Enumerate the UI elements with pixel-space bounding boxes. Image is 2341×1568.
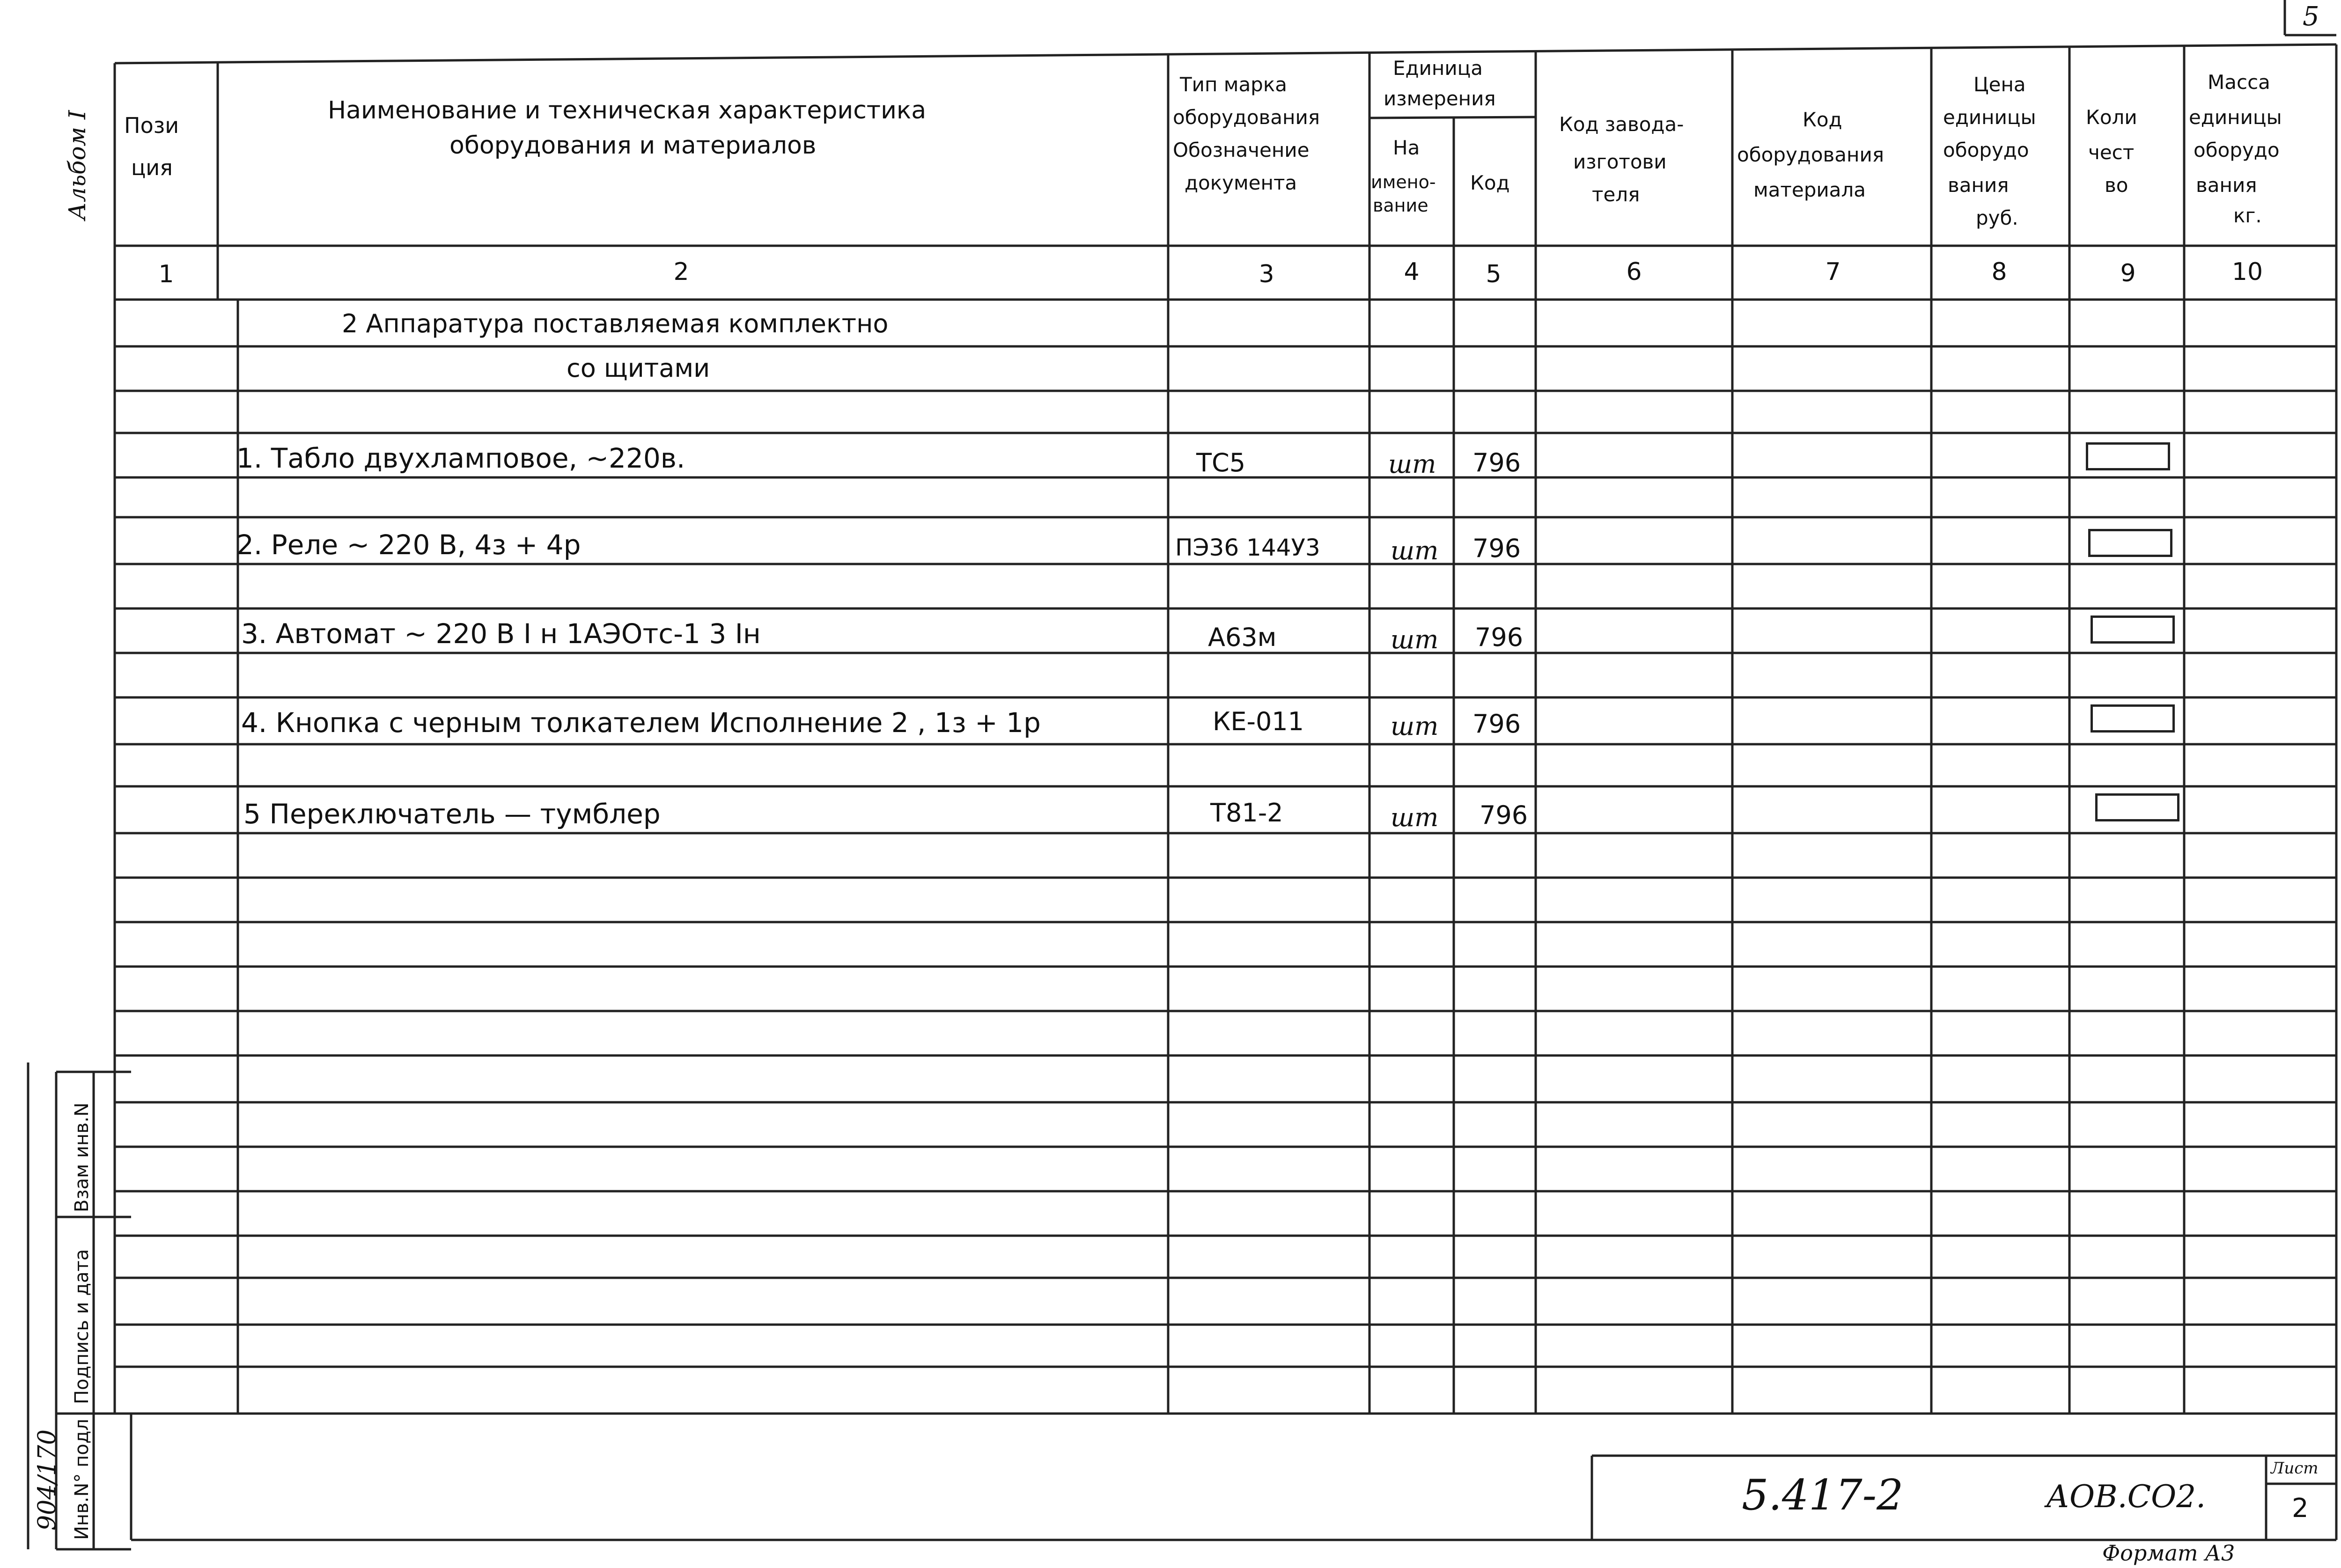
section-title-line2: со щитами <box>567 353 710 383</box>
header-col2-a: Наименование и техническая характеристика <box>328 96 927 125</box>
header-col7-a: Код <box>1803 108 1842 131</box>
header-col10-c: оборудо <box>2194 139 2280 161</box>
row-3-type: А63м <box>1208 623 1277 652</box>
header-col6-c: теля <box>1592 183 1640 206</box>
header-col10-b: единицы <box>2189 106 2282 129</box>
header-col10-d: вания <box>2196 174 2257 197</box>
header-col8-b: единицы <box>1943 106 2036 129</box>
row-1-name: 1. Табло двухламповое, ~220в. <box>236 442 685 474</box>
row-3-unit: шт <box>1391 625 1439 654</box>
format-label: Формат А3 <box>2102 1540 2235 1566</box>
header-unit-group-b: измерения <box>1384 87 1496 110</box>
col-number-4: 4 <box>1404 258 1420 286</box>
header-unit-group: Единица <box>1393 57 1483 80</box>
stamp-sign-date: Подпись и дата <box>71 1249 93 1404</box>
col-number-3: 3 <box>1259 260 1274 288</box>
album-label: Альбом I <box>64 110 91 220</box>
header-col8-d: вания <box>1948 174 2009 197</box>
row-1-type: ТС5 <box>1196 448 1246 477</box>
stamp-vzam-inv: Взам инв.N <box>71 1102 93 1212</box>
row-1-code: 796 <box>1472 448 1521 477</box>
header-col1-a: Пози <box>124 113 179 138</box>
row-3-quantity-box <box>2091 615 2175 644</box>
row-4-unit: шт <box>1391 711 1439 741</box>
page-number: 5 <box>2303 1 2319 32</box>
row-3-code: 796 <box>1475 623 1524 652</box>
col-number-7: 7 <box>1825 258 1841 286</box>
header-col2-b: оборудования и материалов <box>449 132 817 160</box>
row-1-unit: шт <box>1388 449 1436 479</box>
col-number-9: 9 <box>2120 259 2136 287</box>
header-col6-b: изготови <box>1573 150 1667 173</box>
doc-number: 5.417-2 <box>1742 1471 1904 1520</box>
row-2-code: 796 <box>1472 534 1521 563</box>
row-2-quantity-box <box>2088 529 2172 557</box>
row-5-type: Т81-2 <box>1210 798 1283 828</box>
header-col4-b: имено- <box>1371 172 1436 192</box>
row-5-quantity-box <box>2095 793 2179 821</box>
header-col8-a: Цена <box>1973 73 2026 96</box>
row-2-unit: шт <box>1391 536 1439 565</box>
header-col8-c: оборудо <box>1943 139 2029 161</box>
header-col5: Код <box>1470 171 1510 194</box>
sheet-label: Лист <box>2271 1459 2319 1478</box>
row-4-name: 4. Кнопка с черным толкателем Исполнение 2 , 1з + 1р <box>241 707 1041 739</box>
row-4-quantity-box <box>2091 704 2175 733</box>
header-col7-b: оборудования <box>1737 143 1885 166</box>
row-3-name: 3. Автомат ~ 220 В I н 1АЭОтс-1 3 Iн <box>241 618 761 650</box>
col-number-8: 8 <box>1991 258 2007 286</box>
col-number-1: 1 <box>158 260 174 288</box>
col-number-5: 5 <box>1486 260 1502 288</box>
stamp-inv-podl: Инв.N° подл <box>71 1419 93 1540</box>
row-5-code: 796 <box>1480 800 1528 830</box>
sheet-number: 2 <box>2292 1493 2309 1524</box>
header-col4-c: вание <box>1373 195 1428 216</box>
header-col10-e: кг. <box>2233 204 2262 227</box>
row-2-name: 2. Реле ~ 220 В, 4з + 4р <box>236 529 581 561</box>
header-col3-d: документа <box>1185 171 1297 194</box>
row-5-unit: шт <box>1391 803 1439 832</box>
stamp-ref-number: 904/170 <box>33 1429 61 1531</box>
header-col1-b: ция <box>131 155 173 180</box>
header-col9-a: Коли <box>2086 106 2137 129</box>
header-col9-c: во <box>2105 174 2128 197</box>
col-number-2: 2 <box>673 258 689 286</box>
section-title-line1: 2 Аппаратура поставляемая комплектно <box>342 309 889 338</box>
row-4-type: КЕ-011 <box>1213 707 1304 736</box>
header-col7-c: материала <box>1753 178 1866 201</box>
col-number-10: 10 <box>2231 258 2263 286</box>
header-col8-e: руб. <box>1976 206 2018 229</box>
row-5-name: 5 Переключатель — тумблер <box>243 798 661 830</box>
row-1-quantity-box <box>2086 442 2170 470</box>
header-col10-a: Масса <box>2208 71 2270 94</box>
row-4-code: 796 <box>1472 709 1521 739</box>
header-col3-b: оборудования <box>1173 106 1320 129</box>
header-col3-c: Обозначение <box>1173 139 1310 161</box>
header-col3-a: Тип марка <box>1180 73 1287 96</box>
header-col9-b: чест <box>2088 141 2135 164</box>
doc-code: АОВ.СО2. <box>2046 1479 2206 1515</box>
header-col6-a: Код завода- <box>1559 113 1684 136</box>
row-2-type: ПЭ36 144У3 <box>1175 534 1320 561</box>
col-number-6: 6 <box>1626 258 1642 286</box>
header-col4-a: На <box>1393 136 1420 159</box>
